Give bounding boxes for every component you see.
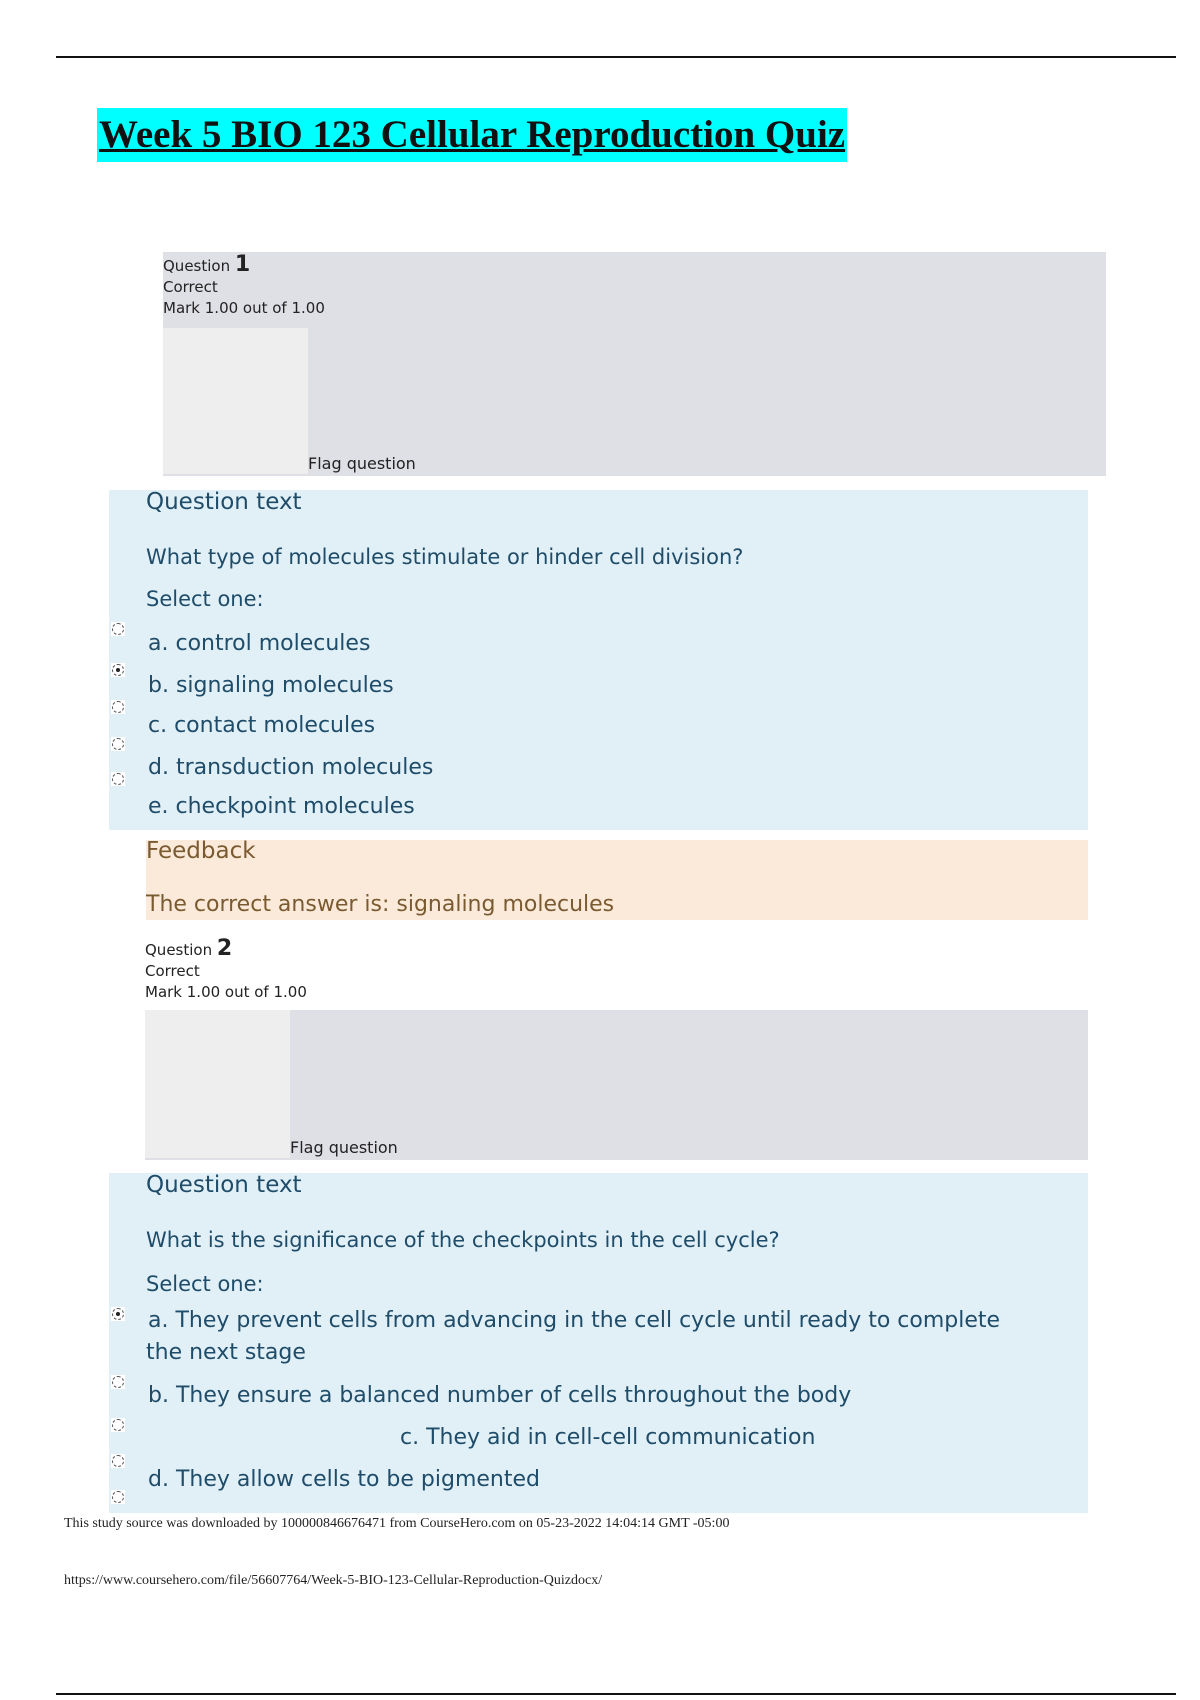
feedback-text: The correct answer is: signaling molecules [146,892,615,917]
question-2-state: Correct [145,962,200,980]
question-1-text-label: Question text [146,489,302,515]
question-1-number: 1 [234,252,251,277]
question-1-flag-area [163,328,308,474]
source-url: https://www.coursehero.com/file/56607764/Week-5-BIO-123-Cellular-Reproduction-Quizdocx/ [64,1573,603,1588]
question-1-text: What type of molecules stimulate or hinder cell division? [146,545,744,569]
question-1-option-c[interactable]: c. contact molecules [148,713,376,738]
question-2-option-d[interactable]: d. They allow cells to be pigmented [148,1467,540,1492]
question-2-option-c[interactable]: c. They aid in cell-cell communication [400,1425,816,1450]
question-2-text: What is the significance of the checkpoints in the cell cycle? [146,1228,780,1252]
question-2-option-a-radio[interactable] [111,1307,125,1321]
question-2-select-label: Select one: [146,1272,264,1296]
question-1-option-b-radio[interactable] [111,663,125,677]
feedback-label: Feedback [146,838,256,864]
question-2-flag-area [145,1010,290,1158]
question-2-option-a[interactable]: a. They prevent cells from advancing in the cell cycle until ready to complete [148,1308,1001,1333]
question-1-info [163,254,325,319]
page-title: Week 5 BIO 123 Cellular Reproduction Quiz [97,108,847,162]
question-1-option-e-radio[interactable] [111,772,125,786]
question-1-option-b[interactable]: b. signaling molecules [148,673,394,698]
question-2-info [145,938,307,1003]
question-1-option-c-radio[interactable] [111,700,125,714]
question-1-option-a[interactable]: a. control molecules [148,631,371,656]
question-2-option-b-radio[interactable] [111,1375,125,1389]
question-2-option-d-radio[interactable] [111,1454,125,1468]
flag-question-2-link[interactable]: Flag question [290,1138,398,1157]
question-1-state: Correct [163,278,218,296]
question-2-text-label: Question text [146,1172,302,1198]
question-2-option-extra-radio[interactable] [111,1490,125,1504]
question-2-option-b[interactable]: b. They ensure a balanced number of cells throughout the body [148,1383,852,1408]
question-2-number: 2 [216,936,233,961]
question-1-select-label: Select one: [146,587,264,611]
question-2-mark: Mark 1.00 out of 1.00 [145,983,307,1001]
question-1-option-a-radio[interactable] [111,622,125,636]
flag-question-1-link[interactable]: Flag question [308,454,416,473]
bottom-rule [56,1693,1176,1695]
question-1-option-d[interactable]: d. transduction molecules [148,755,434,780]
question-2-option-a-continued[interactable]: the next stage [146,1340,306,1365]
question-1-option-e[interactable]: e. checkpoint molecules [148,794,415,819]
question-1-label: Question [163,257,231,275]
question-1-option-d-radio[interactable] [111,737,125,751]
question-2-label: Question [145,941,213,959]
download-notice: This study source was downloaded by 100000846676471 from CourseHero.com on 05-23-2022 14:04:14 GMT -05:00 [64,1516,730,1531]
top-rule [56,56,1176,58]
question-1-mark: Mark 1.00 out of 1.00 [163,299,325,317]
question-2-option-c-radio[interactable] [111,1418,125,1432]
